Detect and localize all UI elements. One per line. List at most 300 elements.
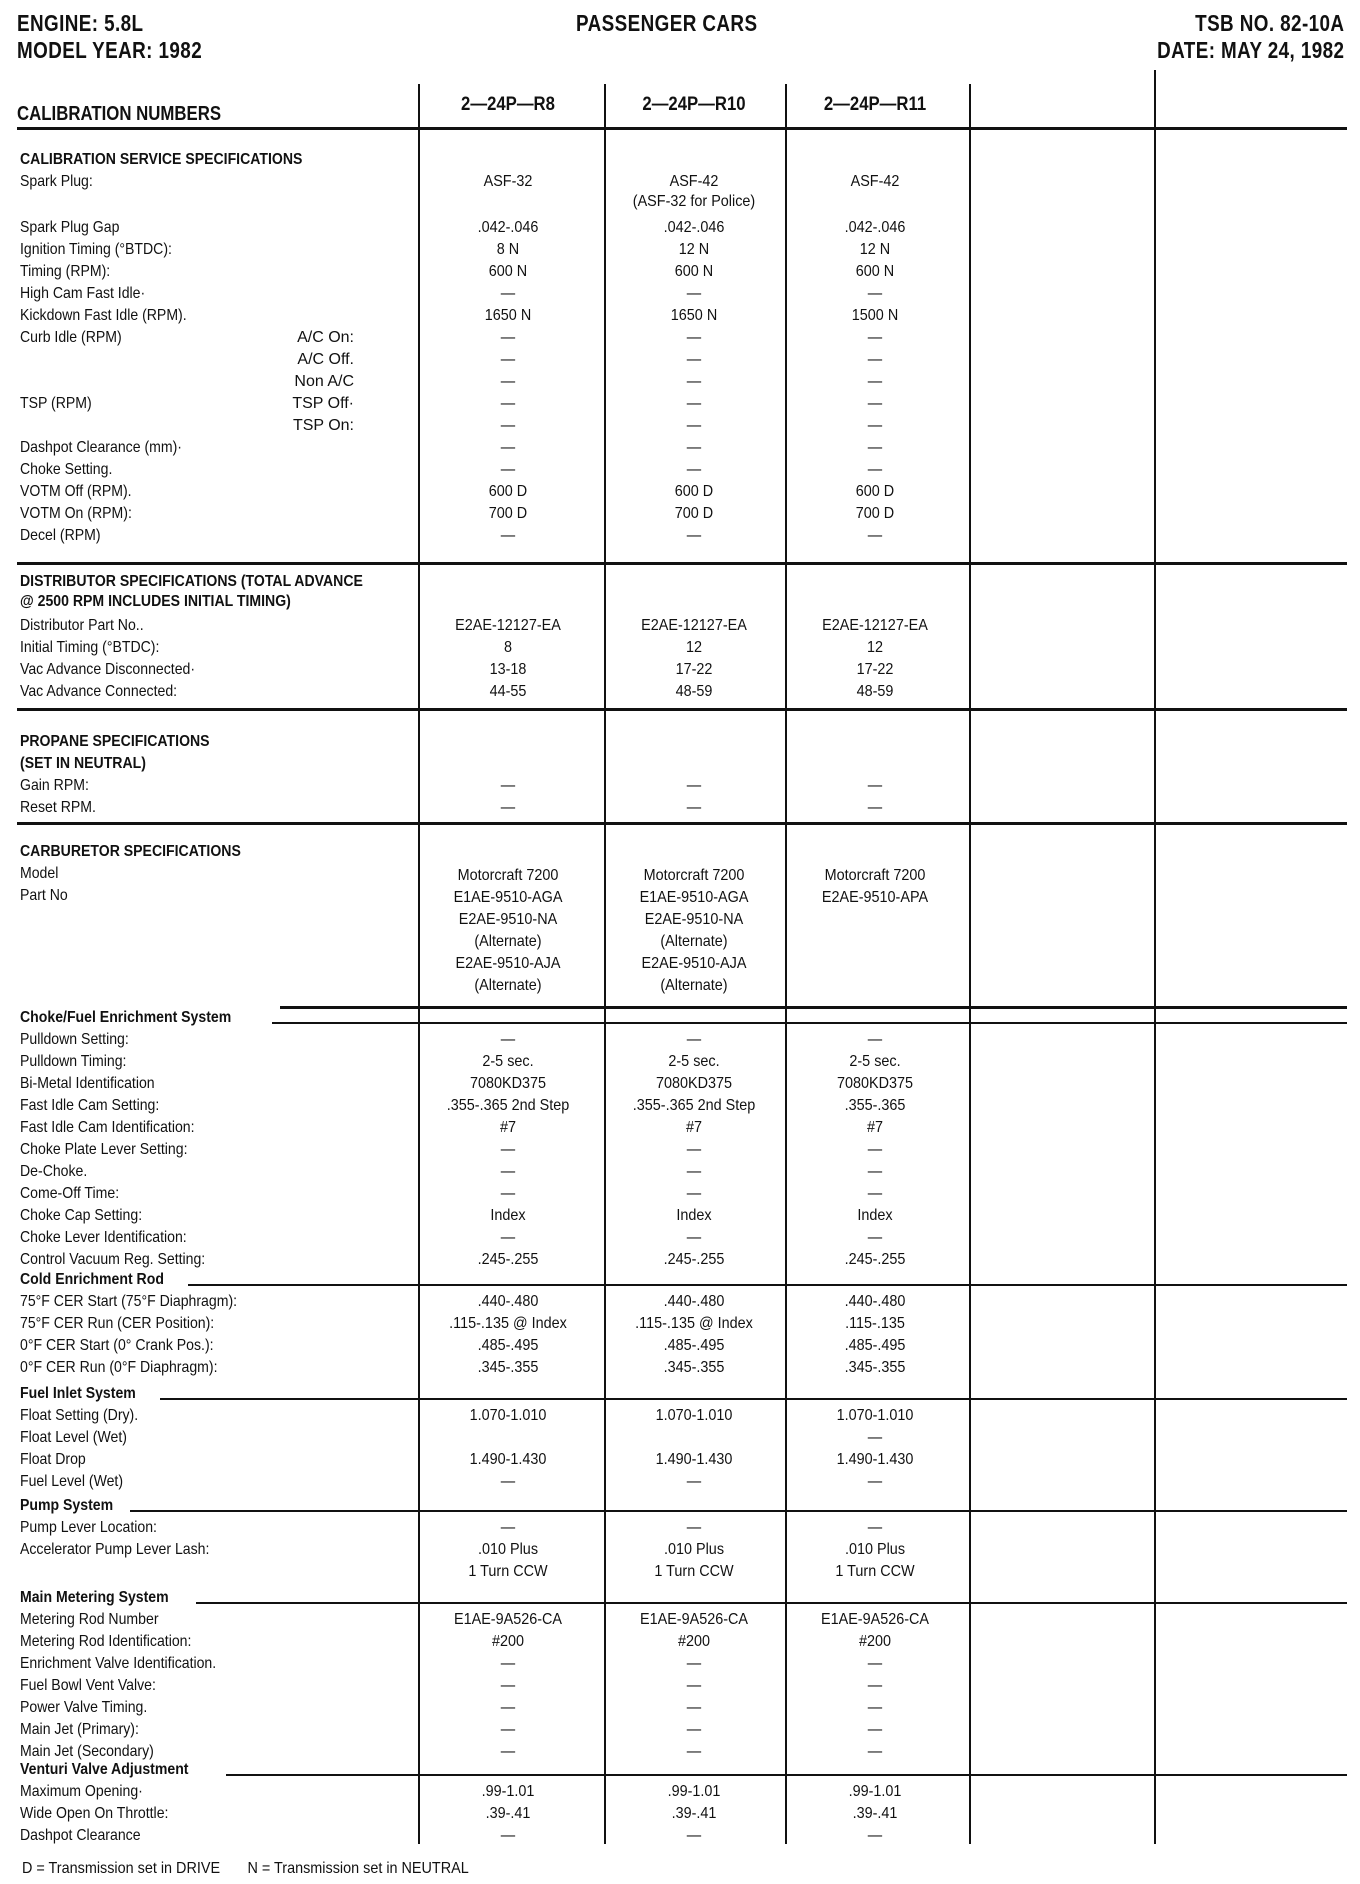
spec-value: #200: [858, 1633, 892, 1650]
spec-value: —: [867, 1827, 883, 1844]
spec-row: [0, 328, 1360, 350]
spec-value: —: [686, 351, 702, 368]
spec-value: .115-.135 @ Index: [449, 1315, 567, 1332]
spec-value: —: [686, 799, 702, 816]
spec-value: #7: [499, 1119, 517, 1136]
header-rule: [17, 127, 1347, 130]
spec-row: [0, 1140, 1360, 1162]
spec-row: [0, 1610, 1360, 1632]
spec-value: .39-.41: [485, 1805, 531, 1822]
spec-value: #7: [866, 1119, 884, 1136]
spec-value: Index: [857, 1207, 893, 1224]
spec-value: —: [867, 1473, 883, 1490]
spec-label: Fast Idle Cam Setting:: [20, 1097, 160, 1114]
spec-row: [0, 482, 1360, 504]
spec-value: —: [867, 1519, 883, 1536]
spec-label: Choke Cap Setting:: [20, 1207, 143, 1224]
spec-row: [0, 438, 1360, 460]
spec-row: [0, 660, 1360, 682]
spec-value: —: [686, 527, 702, 544]
spec-row: [0, 1742, 1360, 1764]
spec-label: Vac Advance Disconnected·: [20, 661, 196, 678]
spec-value: 12 N: [678, 241, 710, 258]
choke-rule: [272, 1022, 1347, 1024]
spec-value: —: [500, 1185, 516, 1202]
spec-value: .010 Plus: [477, 1541, 539, 1558]
spec-label: 0°F CER Run (0°F Diaphragm):: [20, 1359, 218, 1376]
carburetor-value: Motorcraft 7200: [824, 867, 926, 884]
spec-row: [0, 1472, 1360, 1494]
spec-row: [0, 776, 1360, 798]
spec-value: —: [867, 1677, 883, 1694]
spec-value: —: [500, 1721, 516, 1738]
distributor-section-title: DISTRIBUTOR SPECIFICATIONS (TOTAL ADVANCE: [20, 573, 363, 590]
spec-value: 1650 N: [484, 307, 532, 324]
spec-value: —: [686, 329, 702, 346]
spec-label: Dashpot Clearance: [20, 1827, 141, 1844]
spec-value: 1.070-1.010: [655, 1407, 733, 1424]
spec-label: 75°F CER Run (CER Position):: [20, 1315, 215, 1332]
spec-row: [0, 372, 1360, 394]
spec-value: —: [500, 1031, 516, 1048]
spec-value: 1.490-1.430: [836, 1451, 914, 1468]
spec-value: 600 D: [855, 483, 895, 500]
spec-value: E2AE-12127-EA: [822, 617, 928, 634]
spec-value: 8: [503, 639, 513, 656]
spec-value: —: [867, 439, 883, 456]
spec-value: .485-.495: [663, 1337, 725, 1354]
spec-value: .485-.495: [844, 1337, 906, 1354]
spec-value: —: [867, 461, 883, 478]
spec-label: Gain RPM:: [20, 777, 89, 794]
spec-value: 8 N: [496, 241, 520, 258]
spec-value: —: [867, 1721, 883, 1738]
spec-row: [0, 1562, 1360, 1584]
spec-value: 700 D: [488, 505, 528, 522]
carburetor-part-label: Part No: [20, 887, 68, 904]
spec-value: .440-.480: [844, 1293, 906, 1310]
spec-value: 12: [685, 639, 703, 656]
spec-value: .440-.480: [663, 1293, 725, 1310]
spec-value: —: [867, 329, 883, 346]
spec-row: [0, 798, 1360, 820]
spec-label: Bi-Metal Identification: [20, 1075, 155, 1092]
column-header-r10: 2—24P—R10: [642, 94, 746, 115]
spec-value: E1AE-9A526-CA: [820, 1611, 930, 1628]
spec-value: —: [500, 1229, 516, 1246]
spec-value: 17-22: [675, 661, 713, 678]
spec-value: 48-59: [675, 683, 713, 700]
spec-value: .042-.046: [477, 219, 539, 236]
spec-value: —: [686, 1141, 702, 1158]
spec-value: .355-.365 2nd Step: [632, 1097, 756, 1114]
model-year-label: MODEL YEAR: 1982: [17, 37, 203, 63]
spec-value: —: [686, 1163, 702, 1180]
spec-label: Choke Plate Lever Setting:: [20, 1141, 188, 1158]
spec-row: [0, 526, 1360, 548]
spec-label: Pulldown Timing:: [20, 1053, 127, 1070]
spec-label: Spark Plug Gap: [20, 219, 120, 236]
spec-label: Fast Idle Cam Identification:: [20, 1119, 195, 1136]
spec-value: 7080KD375: [655, 1075, 733, 1092]
spec-row: [0, 1804, 1360, 1826]
spec-value: —: [686, 439, 702, 456]
spec-value: —: [686, 1699, 702, 1716]
spec-value: 12 N: [859, 241, 891, 258]
spec-value: ASF-42: [669, 173, 719, 190]
spec-row: [0, 1654, 1360, 1676]
spec-label: Maximum Opening·: [20, 1783, 143, 1800]
spec-row: [0, 1228, 1360, 1250]
spec-row: [0, 638, 1360, 660]
spec-value: 1 Turn CCW: [468, 1563, 548, 1580]
spec-value: .345-.355: [663, 1359, 725, 1376]
spec-value: —: [867, 395, 883, 412]
spec-value: 2-5 sec.: [482, 1053, 534, 1070]
spec-value: .99-1.01: [667, 1783, 721, 1800]
engine-label: ENGINE: 5.8L: [17, 10, 144, 36]
spec-sublabel: TSP Off·: [292, 395, 354, 412]
spec-value: —: [867, 1163, 883, 1180]
spec-value: E2AE-12127-EA: [455, 617, 561, 634]
spec-row: [0, 1406, 1360, 1428]
spec-value: —: [867, 1141, 883, 1158]
spec-value: .010 Plus: [844, 1541, 906, 1558]
spec-value: 1.490-1.430: [469, 1451, 547, 1468]
carburetor-value: E2AE-9510-AJA: [641, 955, 747, 972]
spec-value: —: [500, 799, 516, 816]
venturi-rule: [226, 1774, 1347, 1776]
spec-row: [0, 1540, 1360, 1562]
carburetor-value: E2AE-9510-NA: [644, 911, 744, 928]
venturi-title: Venturi Valve Adjustment: [20, 1761, 189, 1778]
spec-row: [0, 1676, 1360, 1698]
spec-value: .245-.255: [844, 1251, 906, 1268]
spec-row: [0, 218, 1360, 240]
spec-row: [0, 1698, 1360, 1720]
spec-value: —: [686, 395, 702, 412]
spec-value: —: [686, 1519, 702, 1536]
carburetor-value: (Alternate): [660, 933, 728, 950]
service-section-rule: [17, 562, 1347, 565]
legend-neutral: N = Transmission set in NEUTRAL: [247, 1860, 469, 1877]
carburetor-value: (Alternate): [660, 977, 728, 994]
spec-label: Metering Rod Identification:: [20, 1633, 192, 1650]
bulletin-date: DATE: MAY 24, 1982: [1156, 37, 1344, 63]
spec-label: 0°F CER Start (0° Crank Pos.):: [20, 1337, 214, 1354]
spec-row: [0, 284, 1360, 306]
spec-value: #7: [685, 1119, 703, 1136]
spec-value: .39-.41: [671, 1805, 717, 1822]
spec-label: Distributor Part No..: [20, 617, 144, 634]
spec-value: 1500 N: [851, 307, 899, 324]
spec-label: Decel (RPM): [20, 527, 101, 544]
spec-value: —: [867, 799, 883, 816]
spec-value: —: [686, 1721, 702, 1738]
spec-value: —: [500, 777, 516, 794]
spec-row: [0, 1118, 1360, 1140]
carburetor-value: E2AE-9510-NA: [458, 911, 558, 928]
spec-label: Float Level (Wet): [20, 1429, 127, 1446]
spec-row: [0, 1030, 1360, 1052]
spec-value: —: [867, 1185, 883, 1202]
spec-sublabel: A/C On:: [297, 329, 354, 346]
spec-value: —: [500, 1163, 516, 1180]
spec-value: —: [867, 1655, 883, 1672]
spec-row: [0, 1052, 1360, 1074]
distributor-section-rule: [17, 708, 1347, 711]
spec-value: .440-.480: [477, 1293, 539, 1310]
spec-label: Accelerator Pump Lever Lash:: [20, 1541, 210, 1558]
spec-value: 600 N: [674, 263, 714, 280]
spec-row: [0, 1162, 1360, 1184]
spec-label: Fuel Level (Wet): [20, 1473, 124, 1490]
cold-rule: [188, 1284, 1347, 1286]
spec-value: —: [867, 1429, 883, 1446]
spec-value: 1 Turn CCW: [654, 1563, 734, 1580]
spec-value: 17-22: [856, 661, 894, 678]
spec-value: .485-.495: [477, 1337, 539, 1354]
carburetor-value: E2AE-9510-AJA: [455, 955, 561, 972]
propane-section-subtitle: (SET IN NEUTRAL): [20, 755, 146, 772]
spec-label: Initial Timing (°BTDC):: [20, 639, 160, 656]
spec-value: —: [500, 461, 516, 478]
spec-value: 600 N: [855, 263, 895, 280]
spec-label: Wide Open On Throttle:: [20, 1805, 169, 1822]
header-right: [1157, 10, 1344, 64]
spec-value: —: [500, 373, 516, 390]
spec-value: .115-.135 @ Index: [635, 1315, 753, 1332]
spec-row: [0, 1632, 1360, 1654]
spec-label: Timing (RPM):: [20, 263, 111, 280]
spec-row: [0, 240, 1360, 262]
spec-value: 700 D: [674, 505, 714, 522]
spec-row: [0, 192, 1360, 214]
spec-value: —: [686, 417, 702, 434]
spec-value: Index: [490, 1207, 526, 1224]
spec-label: High Cam Fast Idle·: [20, 285, 146, 302]
spec-value: 48-59: [856, 683, 894, 700]
spec-value: 44-55: [489, 683, 527, 700]
spec-value: ASF-32: [483, 173, 533, 190]
carburetor-value: E1AE-9510-AGA: [639, 889, 749, 906]
spec-row: [0, 1206, 1360, 1228]
spec-row: [0, 616, 1360, 638]
spec-value: .245-.255: [663, 1251, 725, 1268]
spec-label: Float Setting (Dry).: [20, 1407, 139, 1424]
cold-title: Cold Enrichment Rod: [20, 1271, 164, 1288]
spec-value: —: [500, 351, 516, 368]
carburetor-value: E2AE-9510-APA: [821, 889, 929, 906]
spec-value: —: [500, 1141, 516, 1158]
carburetor-section-title: CARBURETOR SPECIFICATIONS: [20, 843, 241, 860]
spec-value: .99-1.01: [481, 1783, 535, 1800]
spec-value: —: [867, 1699, 883, 1716]
spec-value: —: [500, 439, 516, 456]
spec-label: Pump Lever Location:: [20, 1519, 157, 1536]
column-header-r8: 2—24P—R8: [461, 94, 555, 115]
spec-value: E1AE-9A526-CA: [453, 1611, 563, 1628]
spec-label: Power Valve Timing.: [20, 1699, 148, 1716]
spec-row: [0, 306, 1360, 328]
spec-row: [0, 1826, 1360, 1848]
spec-value: —: [686, 1655, 702, 1672]
spec-label: Choke Lever Identification:: [20, 1229, 187, 1246]
carburetor-value: E1AE-9510-AGA: [453, 889, 563, 906]
spec-value: —: [500, 1743, 516, 1760]
spec-label: Dashpot Clearance (mm)·: [20, 439, 182, 456]
distributor-section-subtitle: @ 2500 RPM INCLUDES INITIAL TIMING): [20, 593, 291, 610]
spec-value: —: [686, 1677, 702, 1694]
spec-row: [0, 504, 1360, 526]
spec-value: .99-1.01: [848, 1783, 902, 1800]
spec-label: VOTM On (RPM):: [20, 505, 132, 522]
spec-row: [0, 1358, 1360, 1380]
tsb-number: TSB NO. 82-10A: [1194, 10, 1344, 36]
spec-value: —: [686, 1827, 702, 1844]
calibration-numbers-title: CALIBRATION NUMBERS: [17, 103, 222, 125]
spec-label: Come-Off Time:: [20, 1185, 120, 1202]
spec-value: .355-.365: [844, 1097, 906, 1114]
spec-value: .345-.355: [477, 1359, 539, 1376]
spec-value: —: [686, 285, 702, 302]
spec-label: 75°F CER Start (75°F Diaphragm):: [20, 1293, 238, 1310]
spec-row: [0, 350, 1360, 372]
spec-value: —: [686, 1229, 702, 1246]
spec-value: —: [500, 1699, 516, 1716]
spec-value: —: [500, 329, 516, 346]
spec-label: Enrichment Valve Identification.: [20, 1655, 217, 1672]
spec-row: [0, 1292, 1360, 1314]
spec-value: 12: [866, 639, 884, 656]
spec-value: .39-.41: [852, 1805, 898, 1822]
service-section-title: CALIBRATION SERVICE SPECIFICATIONS: [20, 151, 303, 168]
spec-value: 600 N: [488, 263, 528, 280]
spec-value: 1.070-1.010: [836, 1407, 914, 1424]
spec-value: —: [686, 777, 702, 794]
spec-value: .355-.365 2nd Step: [446, 1097, 570, 1114]
spec-value: 700 D: [855, 505, 895, 522]
main-metering-rule: [196, 1602, 1347, 1604]
spec-value: —: [867, 1031, 883, 1048]
spec-label: Curb Idle (RPM): [20, 329, 122, 346]
legend-drive: D = Transmission set in DRIVE: [22, 1860, 221, 1877]
spec-value: 1.070-1.010: [469, 1407, 547, 1424]
spec-sublabel: Non A/C: [294, 373, 354, 390]
spec-label: Vac Advance Connected:: [20, 683, 178, 700]
spec-label: Pulldown Setting:: [20, 1031, 129, 1048]
spec-value: —: [686, 1031, 702, 1048]
spec-value: —: [867, 777, 883, 794]
spec-value: —: [867, 527, 883, 544]
spec-label: TSP (RPM): [20, 395, 92, 412]
spec-label: Kickdown Fast Idle (RPM).: [20, 307, 187, 324]
spec-value: 2-5 sec.: [849, 1053, 901, 1070]
spec-value: 600 D: [488, 483, 528, 500]
carburetor-value: (Alternate): [474, 977, 542, 994]
spec-value: 2-5 sec.: [668, 1053, 720, 1070]
spec-sublabel: TSP On:: [292, 417, 354, 434]
spec-label: Fuel Bowl Vent Valve:: [20, 1677, 156, 1694]
spec-row: [0, 1074, 1360, 1096]
choke-title: Choke/Fuel Enrichment System: [20, 1009, 232, 1026]
spec-label: Metering Rod Number: [20, 1611, 159, 1628]
spec-row: [0, 1518, 1360, 1540]
spec-label: Float Drop: [20, 1451, 86, 1468]
spec-value: —: [500, 527, 516, 544]
spec-label: Reset RPM.: [20, 799, 96, 816]
pump-title: Pump System: [20, 1497, 114, 1514]
spec-value: ASF-42: [850, 173, 900, 190]
spec-value: .345-.355: [844, 1359, 906, 1376]
spec-value: —: [686, 1185, 702, 1202]
spec-value: —: [500, 1827, 516, 1844]
spec-value: —: [500, 417, 516, 434]
spec-value: .042-.046: [844, 219, 906, 236]
spec-label: De-Choke.: [20, 1163, 88, 1180]
document-title: PASSENGER CARS: [576, 10, 758, 36]
spec-value: Index: [676, 1207, 712, 1224]
spec-value: #200: [677, 1633, 711, 1650]
spec-row: [0, 1428, 1360, 1450]
spec-value: .245-.255: [477, 1251, 539, 1268]
spec-label: Main Jet (Primary):: [20, 1721, 139, 1738]
spec-value: —: [686, 1473, 702, 1490]
spec-value: (ASF-32 for Police): [632, 193, 756, 210]
spec-value: 7080KD375: [469, 1075, 547, 1092]
fuel-inlet-rule: [160, 1398, 1347, 1400]
spec-value: —: [500, 1473, 516, 1490]
spec-value: 13-18: [489, 661, 527, 678]
main-metering-title: Main Metering System: [20, 1589, 169, 1606]
carburetor-section-rule: [280, 1006, 1347, 1009]
spec-row: [0, 394, 1360, 416]
spec-row: [0, 262, 1360, 284]
spec-label: Spark Plug:: [20, 173, 93, 190]
spec-row: [0, 1314, 1360, 1336]
spec-value: 7080KD375: [836, 1075, 914, 1092]
header-left: [17, 10, 202, 64]
spec-value: #200: [491, 1633, 525, 1650]
spec-row: [0, 1782, 1360, 1804]
spec-row: [0, 1096, 1360, 1118]
spec-value: 1650 N: [670, 307, 718, 324]
spec-row: [0, 460, 1360, 482]
spec-value: —: [867, 351, 883, 368]
spec-sublabel: A/C Off.: [297, 351, 354, 368]
spec-value: —: [867, 1743, 883, 1760]
carburetor-model-label: Model: [20, 865, 59, 882]
spec-value: —: [500, 1519, 516, 1536]
spec-value: E1AE-9A526-CA: [639, 1611, 749, 1628]
spec-value: —: [867, 1229, 883, 1246]
spec-value: —: [500, 395, 516, 412]
spec-row: [0, 416, 1360, 438]
spec-value: —: [867, 417, 883, 434]
spec-value: 600 D: [674, 483, 714, 500]
spec-value: —: [686, 461, 702, 478]
legend-footer: [22, 1860, 492, 1878]
fuel-inlet-title: Fuel Inlet System: [20, 1385, 136, 1402]
spec-value: —: [686, 1743, 702, 1760]
spec-label: Main Jet (Secondary): [20, 1743, 154, 1760]
carburetor-value: Motorcraft 7200: [457, 867, 559, 884]
spec-value: —: [867, 285, 883, 302]
pump-rule: [130, 1510, 1347, 1512]
spec-value: .115-.135: [845, 1315, 905, 1332]
spec-row: [0, 1336, 1360, 1358]
spec-label: Ignition Timing (°BTDC):: [20, 241, 172, 258]
